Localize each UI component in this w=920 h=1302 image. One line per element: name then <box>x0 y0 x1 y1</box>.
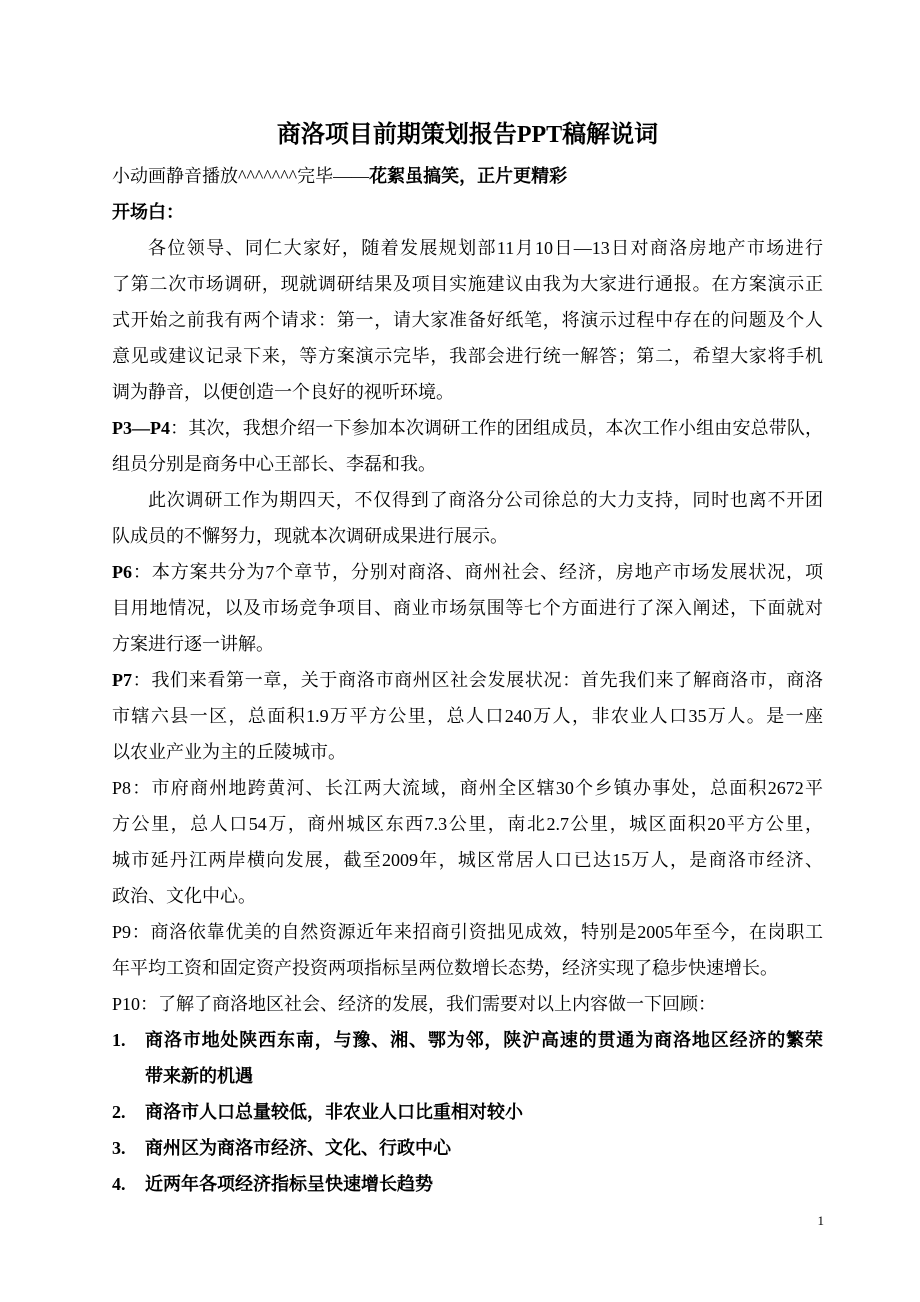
slide-label: P3—P4 <box>112 418 170 438</box>
line-text: ：其次，我想介绍一下参加本次调研工作的团组成员，本次工作小组由安总带队， <box>170 418 823 438</box>
paragraph-line <box>112 590 823 626</box>
summary-list <box>112 1022 823 1202</box>
paragraph-line <box>112 446 823 482</box>
paragraph-line <box>112 338 823 374</box>
list-number: 3. <box>112 1138 126 1158</box>
line-text: 年平均工资和固定资产投资两项指标呈两位数增长态势，经济实现了稳步快速增长。 <box>112 958 778 978</box>
line-text: 队成员的不懈努力，现就本次调研成果进行展示。 <box>112 526 508 546</box>
list-item-text: 商州区为商洛市经济、文化、行政中心 <box>145 1138 451 1158</box>
slide-label: P6 <box>112 562 132 582</box>
line-text: ：市府商州地跨黄河、长江两大流域，商州全区辖30个乡镇办事处，总面积2672平 <box>131 778 823 798</box>
list-item-text: 商洛市人口总量较低，非农业人口比重相对较小 <box>145 1102 523 1122</box>
slide-label: P8 <box>112 778 132 798</box>
list-item <box>112 1166 823 1202</box>
line-text: ：商洛依靠优美的自然资源近年来招商引资拙见成效，特别是2005年至今，在岗职工 <box>131 922 823 942</box>
line-text: 方案进行逐一讲解。 <box>112 634 274 654</box>
slide-label: P7 <box>112 670 132 690</box>
line-text: 以农业产业为主的丘陵城市。 <box>112 742 346 762</box>
paragraph-line <box>112 266 823 302</box>
line-text: 市辖六县一区，总面积1.9万平方公里，总人口240万人，非农业人口35万人。是一座 <box>112 706 823 726</box>
body-paragraphs <box>112 230 823 1022</box>
list-item-text: 带来新的机遇 <box>145 1066 253 1086</box>
line-text: ：我们来看第一章，关于商洛市商州区社会发展状况：首先我们来了解商洛市，商洛 <box>132 670 823 690</box>
paragraph-line <box>112 302 823 338</box>
slide-label: P9 <box>112 922 132 942</box>
paragraph-line <box>112 662 823 698</box>
slide-label: P10 <box>112 994 141 1014</box>
paragraph-line <box>112 482 823 518</box>
line-text: 目用地情况，以及市场竞争项目、商业市场氛围等七个方面进行了深入阐述，下面就对 <box>112 598 823 618</box>
list-item-text: 近两年各项经济指标呈快速增长趋势 <box>145 1174 433 1194</box>
list-number: 1. <box>112 1030 126 1050</box>
opening-label: 开场白： <box>112 202 184 222</box>
line-text: 方公里，总人口54万，商州城区东西7.3公里，南北2.7公里，城区面积20平方公里， <box>112 814 823 834</box>
line-text: 此次调研工作为期四天，不仅得到了商洛分公司徐总的大力支持，同时也离不开团 <box>148 490 823 510</box>
line-text: ：本方案共分为7个章节，分别对商洛、商州社会、经济，房地产市场发展状况，项 <box>132 562 823 582</box>
line-text: 政治、文化中心。 <box>112 886 256 906</box>
paragraph-line <box>112 698 823 734</box>
paragraph-line <box>112 986 823 1022</box>
paragraph-line <box>112 770 823 806</box>
document-title: 商洛项目前期策划报告PPT稿解说词 <box>276 122 659 148</box>
document-page <box>112 112 823 1202</box>
paragraph <box>112 770 823 914</box>
list-item <box>112 1058 823 1094</box>
line-text: 城市延丹江两岸横向发展，截至2009年，城区常居人口已达15万人，是商洛市经济、 <box>112 850 823 870</box>
intro-plain: 小动画静音播放^^^^^^^完毕—— <box>112 166 370 186</box>
list-number: 4. <box>112 1174 126 1194</box>
paragraph-line <box>112 554 823 590</box>
paragraph-line <box>112 230 823 266</box>
paragraph-line <box>112 734 823 770</box>
paragraph-line <box>112 914 823 950</box>
paragraph-line <box>112 878 823 914</box>
line-text: ：了解了商洛地区社会、经济的发展，我们需要对以上内容做一下回顾： <box>140 994 717 1014</box>
line-text: 了第二次市场调研，现就调研结果及项目实施建议由我为大家进行通报。在方案演示正 <box>112 274 823 294</box>
intro-bold: 花絮虽搞笑，正片更精彩 <box>369 166 568 186</box>
line-text: 调为静音，以便创造一个良好的视听环境。 <box>112 382 454 402</box>
paragraph-line <box>112 842 823 878</box>
paragraph <box>112 230 823 410</box>
paragraph-line <box>112 518 823 554</box>
paragraph-line <box>112 410 823 446</box>
paragraph-line <box>112 374 823 410</box>
paragraph-line <box>112 626 823 662</box>
line-text: 各位领导、同仁大家好，随着发展规划部11月10日—13日对商洛房地产市场进行 <box>148 238 823 258</box>
line-text: 意见或建议记录下来，等方案演示完毕，我部会进行统一解答；第二，希望大家将手机 <box>112 346 823 366</box>
paragraph <box>112 482 823 554</box>
list-item <box>112 1094 823 1130</box>
list-item-text: 商洛市地处陕西东南，与豫、湘、鄂为邻，陕沪高速的贯通为商洛地区经济的繁荣 <box>145 1030 823 1050</box>
line-text: 式开始之前我有两个请求：第一，请大家准备好纸笔，将演示过程中存在的问题及个人 <box>112 310 823 330</box>
paragraph <box>112 554 823 662</box>
page-number: 1 <box>817 1213 824 1228</box>
list-item <box>112 1130 823 1166</box>
paragraph <box>112 662 823 770</box>
paragraph-line <box>112 950 823 986</box>
paragraph <box>112 914 823 986</box>
list-item <box>112 1022 823 1058</box>
paragraph <box>112 986 823 1022</box>
paragraph-line <box>112 806 823 842</box>
paragraph <box>112 410 823 482</box>
line-text: 组员分别是商务中心王部长、李磊和我。 <box>112 454 436 474</box>
intro-line <box>112 158 823 194</box>
list-number: 2. <box>112 1102 126 1122</box>
